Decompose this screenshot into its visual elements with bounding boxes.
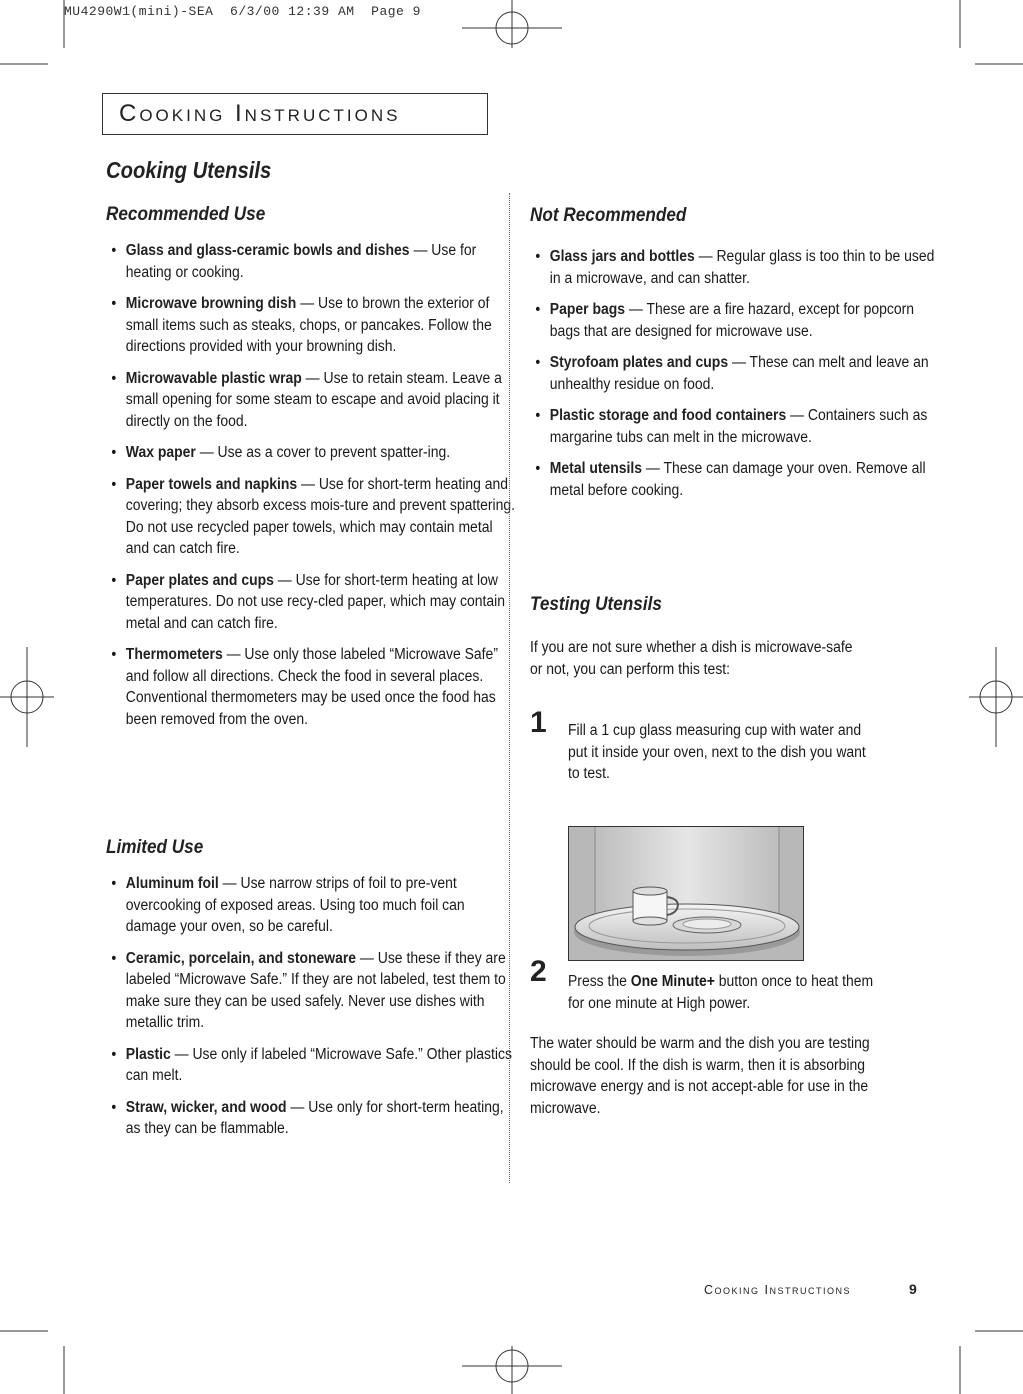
step-2-post: button once to heat them for one minute at High power. <box>568 973 874 1012</box>
item-description: — Use only if labeled “Microwave Safe.” Other plastics can melt. <box>125 1045 512 1084</box>
list-item <box>106 570 515 635</box>
item-term: Ceramic, porcelain, and stoneware <box>125 949 357 967</box>
list-item <box>106 1097 515 1140</box>
item-term: Paper plates and cups <box>125 571 274 589</box>
item-term: Aluminum foil <box>125 875 219 892</box>
item-description: — Regular glass is too thin to be used in a microwave, and can shatter. <box>549 248 935 287</box>
item-term: Plastic storage and food containers <box>549 407 787 424</box>
list-item <box>106 474 515 560</box>
item-description: — These can damage your oven. Remove all metal before cooking. <box>549 460 926 499</box>
section-title-box <box>102 93 488 135</box>
item-description: — Use to retain steam. Leave a small opening for some steam to escape and avoid placing it directly on the food. <box>125 369 502 430</box>
registration-mark-left <box>0 647 54 747</box>
column-divider <box>509 193 510 1183</box>
one-minute-button-label: One Minute+ <box>630 973 715 990</box>
item-term: Straw, wicker, and wood <box>125 1098 287 1116</box>
step-1-number: 1 <box>530 706 547 739</box>
item-description: — Use as a cover to prevent spatter-ing. <box>195 444 451 461</box>
item-description: — Use for heating or cooking. <box>125 242 477 281</box>
item-term: Metal utensils <box>549 460 643 477</box>
limited-heading: Limited Use <box>106 836 204 858</box>
list-item <box>530 246 939 289</box>
step-1-text: Fill a 1 cup glass measuring cup with water and put it inside your oven, next to the dish you want to test. <box>568 722 866 782</box>
item-term: Glass jars and bottles <box>549 248 695 265</box>
item-term: Paper towels and napkins <box>125 475 298 493</box>
testing-conclusion: The water should be warm and the dish you are testing should be cool. If the dish is warm, then it is absorbing microwave energy and is not accept-able for use in the microwave. <box>530 1035 870 1117</box>
not-recommended-list <box>530 246 935 511</box>
list-item <box>530 405 939 448</box>
item-description: — Use only for short-term heating, as they can be flammable. <box>125 1098 504 1137</box>
list-item <box>106 644 515 730</box>
step-2-pre: Press the <box>568 973 631 990</box>
item-term: Plastic <box>125 1045 171 1063</box>
list-item <box>106 368 515 433</box>
item-description: — Use these if they are labeled “Microwave Safe.” If they are not labeled, test them to make sure they can be used safely. Never use dishes with metallic trim. <box>125 949 506 1031</box>
step-2-number: 2 <box>530 955 547 988</box>
item-description: — Use to brown the exterior of small items such as steaks, chops, or pancakes. Follow the directions provided with your browning dish. <box>125 295 492 355</box>
item-description: — These are a fire hazard, except for popcorn bags that are designed for microwave use. <box>549 301 914 340</box>
section-title: Cooking Instructions <box>119 100 401 127</box>
item-term: Styrofoam plates and cups <box>549 354 729 371</box>
list-item <box>530 458 939 501</box>
item-term: Microwavable plastic wrap <box>125 369 302 387</box>
item-term: Thermometers <box>125 646 223 663</box>
recommended-list <box>106 240 516 740</box>
recommended-heading: Recommended Use <box>106 203 266 225</box>
item-term: Microwave browning dish <box>125 295 297 312</box>
list-item <box>530 352 939 395</box>
not-recommended-heading: Not Recommended <box>530 204 687 226</box>
list-item <box>106 1044 515 1087</box>
item-description: — These can melt and leave an unhealthy residue on food. <box>549 354 929 393</box>
list-item <box>530 299 939 342</box>
step-2-text <box>568 971 879 1014</box>
page-heading: Cooking Utensils <box>106 157 272 183</box>
list-item <box>106 873 515 938</box>
item-term: Wax paper <box>125 444 196 461</box>
list-item <box>106 948 515 1034</box>
page-number: 9 <box>909 1281 917 1297</box>
print-slug: MU4290W1(mini)-SEA 6/3/00 12:39 AM Page 9 <box>64 4 421 19</box>
item-description: — Use for short-term heating and covering; they absorb excess mois-ture and prevent spattering. Do not use recycled paper towels, which may contain metal and can catch fire. <box>125 475 516 557</box>
item-description: — Use narrow strips of foil to pre-vent overcooking of exposed areas. Using too much foil can damage your oven, so be careful. <box>125 875 465 935</box>
limited-list <box>106 873 512 1150</box>
list-item <box>106 240 515 283</box>
registration-mark-top <box>462 0 562 48</box>
footer-section-label: Cooking Instructions <box>704 1283 851 1297</box>
registration-mark-right <box>969 647 1023 747</box>
registration-mark-bottom <box>462 1346 562 1394</box>
cup-and-dish-illustration <box>569 827 804 961</box>
item-term: Glass and glass-ceramic bowls and dishes <box>125 242 410 259</box>
list-item <box>106 442 515 464</box>
testing-heading: Testing Utensils <box>530 593 662 615</box>
item-description: — Use for short-term heating at low temperatures. Do not use recy-cled paper, which may contain metal and can catch fire. <box>125 571 505 632</box>
item-term: Paper bags <box>549 301 626 318</box>
item-description: — Containers such as margarine tubs can melt in the microwave. <box>549 407 928 446</box>
list-item <box>106 293 515 358</box>
microwave-test-illustration <box>568 826 804 961</box>
testing-intro: If you are not sure whether a dish is microwave-safe or not, you can perform this test: <box>530 639 853 678</box>
item-description: — Use only those labeled “Microwave Safe” and follow all directions. Check the food in several places. Conventional thermometers may be used once the food has been removed from the oven. <box>125 646 498 728</box>
